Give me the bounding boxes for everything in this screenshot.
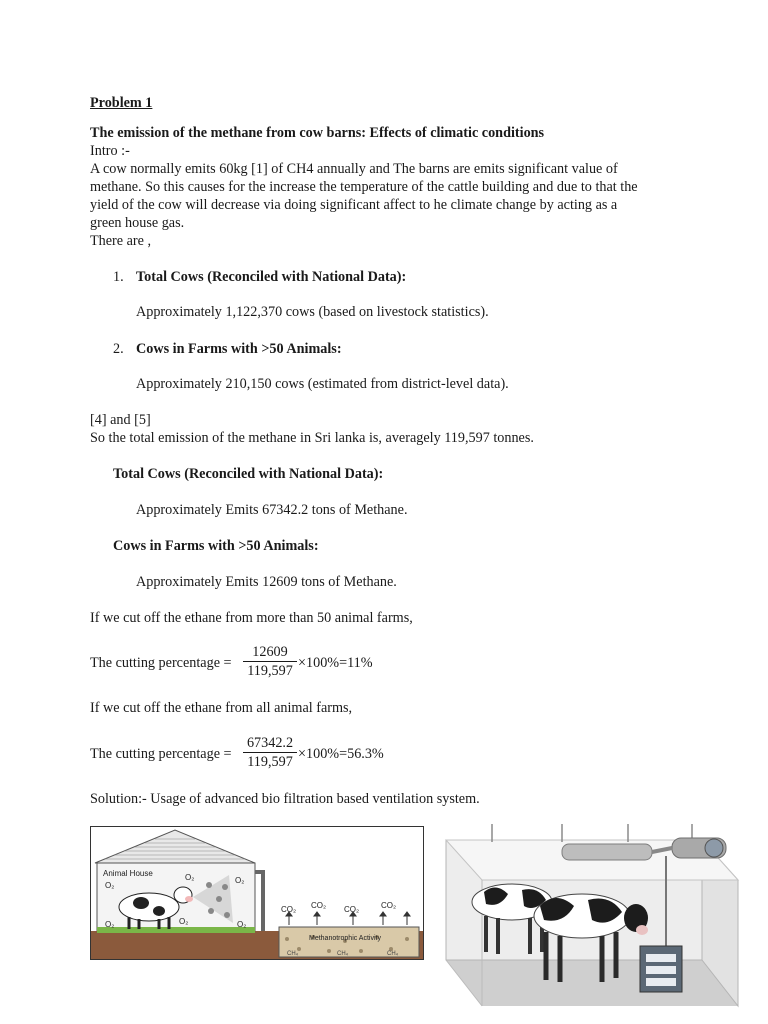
there-are-text: There are ,	[90, 233, 152, 249]
intro-line: yield of the cow will decrease via doing significant affect to he climate change by acting as a	[90, 197, 618, 213]
animal-house-diagram	[90, 826, 424, 960]
equation-fraction	[243, 734, 297, 771]
fraction-denominator: 119,597	[247, 663, 293, 679]
list-item-detail: Approximately 210,150 cows (estimated from district-level data).	[136, 376, 509, 392]
document-title: The emission of the methane from cow barns: Effects of climatic conditions	[90, 125, 545, 141]
ch4-label: CH₄	[287, 951, 299, 957]
intro-line: A cow normally emits 60kg [1] of CH4 annually and The barns are emits significant value of	[90, 161, 618, 177]
co2-label: CO₂	[311, 901, 327, 910]
ch4-label: CH₄	[387, 951, 399, 957]
o2-label: O₂	[235, 876, 245, 885]
list-number: 1.	[113, 269, 124, 285]
equation-lhs: The cutting percentage =	[90, 655, 232, 671]
equation-rhs: ×100%=56.3%	[298, 746, 384, 762]
emission-detail: Approximately Emits 67342.2 tons of Methane.	[136, 502, 408, 518]
co2-label: CO₂	[381, 901, 397, 910]
house-label: Animal House	[103, 869, 153, 878]
animal-house-svg	[91, 827, 424, 960]
cut-intro-text: If we cut off the ethane from more than 50 animal farms,	[90, 610, 413, 626]
activity-label: Methanotrophic Activity	[309, 935, 381, 942]
co2-label: CO₂	[344, 905, 360, 914]
co2-label: CO₂	[281, 905, 297, 914]
problem-heading: Problem 1	[90, 95, 153, 111]
ventilation-svg	[442, 820, 742, 1008]
o2-label: O₂	[105, 920, 115, 929]
emission-label: Cows in Farms with >50 Animals:	[113, 538, 319, 554]
o2-label: O₂	[105, 881, 115, 890]
equation-lhs: The cutting percentage =	[90, 746, 232, 762]
cut-intro-text: If we cut off the ethane from all animal farms,	[90, 700, 353, 716]
fraction-numerator: 12609	[243, 643, 297, 662]
emission-detail: Approximately Emits 12609 tons of Methane.	[136, 574, 397, 590]
list-item-detail: Approximately 1,122,370 cows (based on livestock statistics).	[136, 304, 489, 320]
equation-rhs: ×100%=11%	[298, 655, 373, 671]
intro-label: Intro :-	[90, 143, 130, 159]
equation-fraction	[243, 643, 297, 680]
total-emission-text: So the total emission of the methane in Sri lanka is, averagely 119,597 tonnes.	[90, 430, 534, 446]
ventilation-system-illustration	[442, 820, 742, 1008]
o2-label: O₂	[185, 873, 195, 882]
list-number: 2.	[113, 341, 124, 357]
list-item-label: Total Cows (Reconciled with National Data):	[136, 269, 407, 285]
fraction-numerator: 67342.2	[243, 734, 297, 753]
ch4-label: CH₄	[337, 951, 349, 957]
o2-label: O₂	[179, 917, 189, 926]
solution-text: Solution:- Usage of advanced bio filtration based ventilation system.	[90, 791, 480, 807]
emission-label: Total Cows (Reconciled with National Data):	[113, 466, 384, 482]
intro-line: green house gas.	[90, 215, 185, 231]
intro-line: methane. So this causes for the increase the temperature of the cattle building and due to that the	[90, 179, 638, 195]
references-text: [4] and [5]	[90, 412, 151, 428]
list-item-label: Cows in Farms with >50 Animals:	[136, 341, 342, 357]
fraction-denominator: 119,597	[247, 754, 293, 770]
o2-label: O₂	[237, 920, 247, 929]
